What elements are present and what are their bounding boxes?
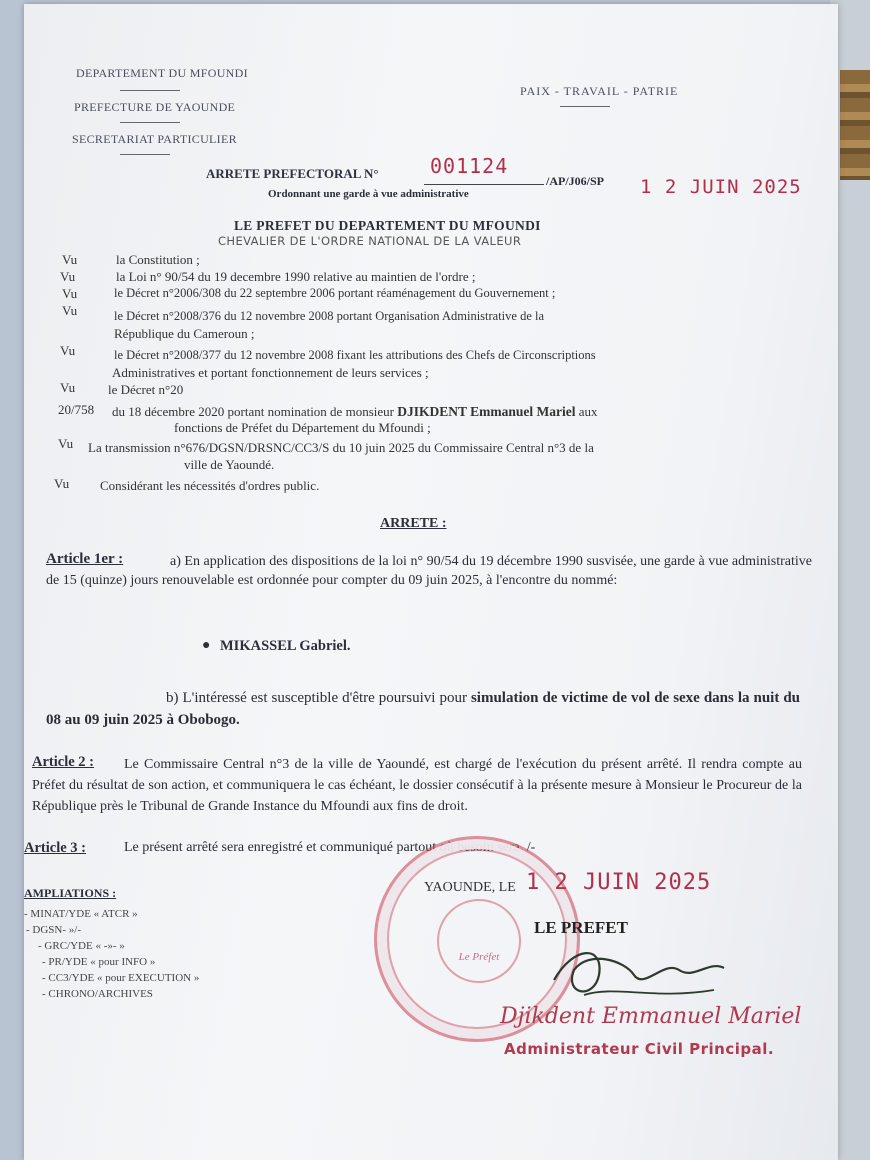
authority-title: LE PREFET DU DEPARTEMENT DU MFOUNDI (234, 218, 541, 233)
visa-label: 20/758 (58, 402, 95, 417)
visa-text (112, 404, 598, 420)
visa-text-continued: ville de Yaoundé. (184, 457, 275, 472)
decree-subtitle: Ordonnant une garde à vue administrative (268, 188, 469, 200)
bullet-icon: ● (202, 638, 211, 653)
visa-label: Vu (60, 343, 76, 358)
seal-emblem (437, 899, 521, 983)
header-line-department: DEPARTEMENT DU MFOUNDI (76, 66, 248, 80)
visa-text: le Décret n°2006/308 du 22 septembre 2006 portant réaménagement du Gouvernement ; (114, 286, 556, 300)
signature-date-stamp: 1 2 JUIN 2025 (526, 870, 712, 895)
visa-label: Vu (54, 476, 70, 491)
backdrop-wood (840, 70, 870, 180)
decree-title: ARRETE PREFECTORAL N° (206, 166, 379, 181)
article-3-text: Le présent arrêté sera enregistré et communiqué partout où besoin sera. /- (124, 840, 536, 855)
article-1-a-text (46, 552, 812, 590)
visa-label: Vu (60, 269, 76, 284)
ampliation-item: - DGSN- »/- (26, 924, 81, 936)
handwritten-signature-icon (544, 940, 734, 1010)
signature-place: YAOUNDE, LE (424, 880, 516, 895)
decree-suffix: /AP/J06/SP (546, 174, 605, 188)
decree-number-line (424, 184, 544, 185)
article-1-label: Article 1er : (46, 551, 124, 567)
visa-label: Vu (62, 252, 78, 267)
article-1-a-body: En application des dispositions de la loi n° 90/54 du 19 décembre 1990 susvisée, une garde à vue administrative de 15 (quinze) jours renouvelable est ordonnée pour compter du 09 juin 2025, à l'encontre du nommé: (46, 554, 813, 588)
visa-text: Considérant les nécessités d'ordres public. (100, 478, 320, 493)
visa-text-continued: République du Cameroun ; (114, 326, 255, 341)
seal-text: Le Préfet (458, 951, 500, 963)
visa-text: La transmission n°676/DGSN/DRSNC/CC3/S du 10 juin 2025 du Commissaire Central n°3 de la (88, 440, 594, 455)
signature-role: LE PREFET (534, 918, 628, 937)
header-divider-2 (120, 122, 180, 123)
arrete-heading: ARRETE : (380, 516, 447, 531)
ampliation-item: - CHRONO/ARCHIVES (42, 988, 153, 1000)
visa-label: Vu (62, 286, 78, 301)
header-divider-3 (120, 154, 170, 155)
visa-text: le Décret n°2008/376 du 12 novembre 2008 portant Organisation Administrative de la (114, 309, 545, 323)
article-1-b-offense: simulation de victime de vol de sexe dans la nuit du 08 au 09 juin 2025 à Obobogo. (46, 690, 801, 728)
visa-text-after: aux (575, 404, 598, 419)
signatory-title: Administrateur Civil Principal. (504, 1040, 775, 1058)
article-2-label: Article 2 : (32, 754, 94, 770)
person-name: MIKASSEL Gabriel. (220, 638, 351, 654)
ampliation-item: - CC3/YDE « pour EXECUTION » (42, 972, 200, 984)
visa-text: le Décret n°2008/377 du 12 novembre 2008 fixant les attributions des Chefs de Circonscriptions (114, 348, 596, 362)
national-motto: PAIX - TRAVAIL - PATRIE (520, 84, 679, 98)
visa-text-continued: fonctions de Préfet du Département du Mfoundi ; (174, 420, 431, 435)
article-1-b-marker: b) (166, 690, 179, 706)
motto-divider (560, 106, 610, 107)
signatory-name: Djikdent Emmanuel Mariel (500, 1004, 802, 1029)
article-3-label: Article 3 : (24, 840, 86, 856)
authority-honor: CHEVALIER DE L'ORDRE NATIONAL DE LA VALEUR (218, 234, 522, 248)
ampliation-item: - PR/YDE « pour INFO » (42, 956, 156, 968)
visa-label: Vu (60, 380, 76, 395)
visa-label: Vu (58, 436, 74, 451)
visa-text: la Loi n° 90/54 du 19 decembre 1990 relative au maintien de l'ordre ; (116, 269, 476, 284)
decree-number: 001124 (430, 154, 509, 178)
header-line-secretariat: SECRETARIAT PARTICULIER (72, 132, 237, 146)
visa-text: la Constitution ; (116, 252, 200, 267)
article-1-b-body: L'intéressé est susceptible d'être poursuivi pour (182, 690, 471, 706)
article-1-b-text (46, 687, 800, 731)
decree-date-stamp: 1 2 JUIN 2025 (640, 176, 802, 198)
visa-label: Vu (62, 303, 78, 318)
header-divider-1 (120, 90, 180, 91)
header-line-prefecture: PREFECTURE DE YAOUNDE (74, 100, 236, 114)
ampliations-title: AMPLIATIONS : (24, 886, 117, 900)
article-1-a-marker: a) (170, 554, 181, 569)
ampliation-item: - GRC/YDE « -»- » (38, 940, 125, 952)
ampliation-item: - MINAT/YDE « ATCR » (24, 908, 138, 920)
document-page (24, 4, 838, 1160)
visa-text: le Décret n°20 (108, 382, 184, 397)
article-2-text: Le Commissaire Central n°3 de la ville de Yaoundé, est chargé de l'exécution du présent arrêté. Il rendra compte au Préfet du résultat de son action, et communiquera le cas échéant, le dossier consécutif à la présente mesure à Monsieur le Procureur de la République près le Tribunal de Grande Instance du Mfoundi aux fins de droit. (32, 757, 802, 814)
prefect-name: DJIKDENT Emmanuel Mariel (397, 404, 576, 419)
visa-text-before: du 18 décembre 2020 portant nomination de monsieur (112, 404, 398, 419)
visa-text-continued: Administratives et portant fonctionnement de leurs services ; (112, 365, 429, 380)
